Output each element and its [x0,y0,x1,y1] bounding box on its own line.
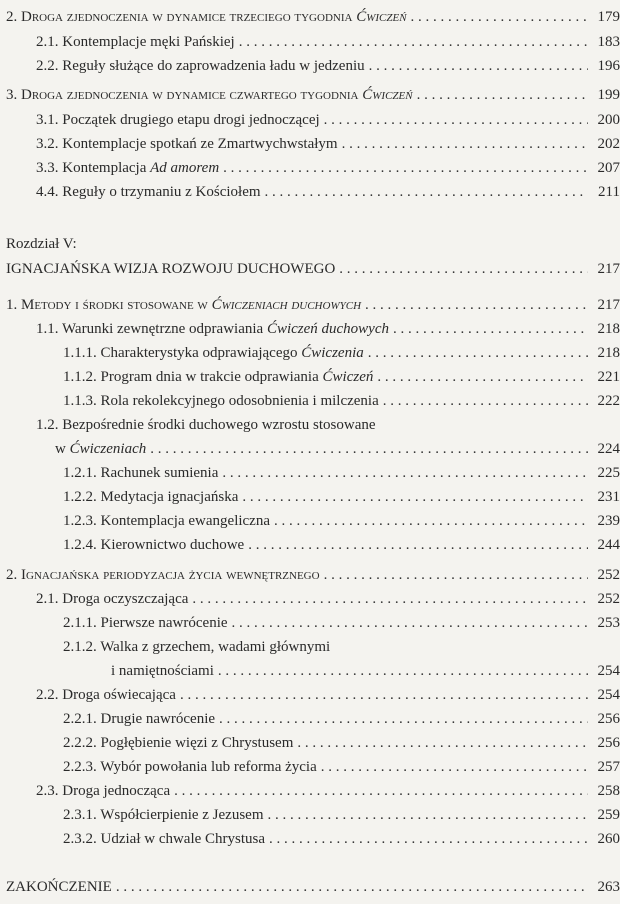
toc-page-number: 183 [597,34,620,50]
toc-entry [0,294,620,316]
toc-entry-title: 1.1.2. Program dnia w trakcie odprawiania Ćwiczeń [63,369,374,385]
toc-entry [0,55,620,77]
toc-page-number: 211 [598,184,620,200]
toc-entry [0,318,620,340]
toc-page-number: 218 [597,321,620,337]
toc-entry-title: 2.2.1. Drugie nawrócenie [63,711,216,727]
toc-entry [0,612,620,634]
toc-entry-title: 2.1. Kontemplacje męki Pańskiej [36,34,235,50]
toc-page-number: 252 [597,567,620,583]
toc-entry-title: 1.2.4. Kierownictwo duchowe [63,537,245,553]
toc-entry-title: ZAKOŃCZENIE [6,879,112,895]
toc-entry-title: 1.1.3. Rola rekolekcyjnego odosobnienia i milczenia [63,393,379,409]
toc-page-number: 224 [597,441,620,457]
toc-entry-title: 1.2.1. Rachunek sumienia [63,465,219,481]
toc-entry-title: 2.3.1. Współcierpienie z Jezusem [63,807,264,823]
toc-entry-title: 2.1.1. Pierwsze nawrócenie [63,615,228,631]
dot-leader [248,534,588,556]
toc-entry [0,756,620,778]
toc-entry [0,157,620,179]
dot-leader [368,342,588,364]
dot-leader [377,366,588,388]
dot-leader [269,828,588,850]
toc-entry [0,588,620,610]
toc-entry [0,486,620,508]
toc-entry [0,342,620,364]
toc-entry [0,6,620,28]
dot-leader [369,55,588,77]
toc-entry-title: 2.3.2. Udział w chwale Chrystusa [63,831,266,847]
toc-page-number: 200 [597,112,620,128]
toc-page-number: 231 [597,489,620,505]
dot-leader [297,732,588,754]
toc-entry [0,366,620,388]
toc-entry-title: IGNACJAŃSKA WIZJA ROZWOJU DUCHOWEGO [6,261,336,277]
toc-entry-title: w Ćwiczeniach [55,441,147,457]
dot-leader [321,756,588,778]
dot-leader [339,258,588,280]
toc-entry [0,31,620,53]
dot-leader [274,510,588,532]
toc-entry [0,780,620,802]
toc-entry-title: 2.1. Droga oczyszczająca [36,591,189,607]
toc-page-number: 263 [597,879,620,895]
dot-leader [324,564,588,586]
toc-entry [0,564,620,586]
toc-page-number: 179 [597,9,620,25]
dot-leader [268,804,589,826]
dot-leader [223,157,588,179]
toc-page-number: 225 [597,465,620,481]
dot-leader [180,684,588,706]
toc-entry-title: 3.3. Kontemplacja Ad amorem [36,160,220,176]
toc-entry-title: 2.2.2. Pogłębienie więzi z Chrystusem [63,735,294,751]
toc-page-number: 239 [597,513,620,529]
toc-entry [0,828,620,850]
toc-page-number: 202 [597,136,620,152]
dot-leader [116,876,588,898]
toc-entry [0,181,620,203]
toc-page-number: 260 [597,831,620,847]
toc-entry [0,109,620,131]
dot-leader [393,318,588,340]
dot-leader [232,612,588,634]
toc-entry [0,876,620,898]
toc-entry-title: 1. Metody i środki stosowane w Ćwiczeniach duchowych [6,297,362,313]
toc-entry [0,660,620,682]
toc-entry-title: 4.4. Reguły o trzymaniu z Kościołem [36,184,261,200]
toc-entry-title: 2. Droga zjednoczenia w dynamice trzeciego tygodnia Ćwiczeń [6,9,407,25]
toc-entry-title: 2.2. Droga oświecająca [36,687,176,703]
chapter-label: Rozdział V: [6,236,77,252]
toc-entry [0,133,620,155]
toc-page-number: 256 [597,735,620,751]
toc-page-number: 259 [597,807,620,823]
toc-page-number: 254 [597,687,620,703]
toc-page-number: 207 [597,160,620,176]
toc-page-number: 252 [597,591,620,607]
dot-leader [365,294,588,316]
toc-entry-title: 3.1. Początek drugiego etapu drogi jednoczącej [36,112,320,128]
toc-entry [0,438,620,460]
toc-page-number: 254 [597,663,620,679]
toc-page-number: 217 [597,297,620,313]
toc-entry-title: 3. Droga zjednoczenia w dynamice czwartego tygodnia Ćwiczeń [6,87,413,103]
toc-entry [0,390,620,412]
toc-entry-title: 1.2.3. Kontemplacja ewangeliczna [63,513,270,529]
toc-page-number: 196 [597,58,620,74]
toc-entry-title: i namiętnościami [111,663,214,679]
toc-page-number: 199 [597,87,620,103]
dot-leader [219,708,588,730]
toc-entry-title: 2.3. Droga jednocząca [36,783,171,799]
dot-leader [342,133,588,155]
toc-entry-title: 2.2.3. Wybór powołania lub reforma życia [63,759,317,775]
toc-entry-title: 2.1.2. Walka z grzechem, wadami głównymi [63,639,331,655]
toc-page-number: 218 [597,345,620,361]
dot-leader [383,390,588,412]
toc-chapter-entry [0,258,620,280]
toc-entry-title: 3.2. Kontemplacje spotkań ze Zmartwychwstałym [36,136,338,152]
toc-entry-title: 2.2. Reguły służące do zaprowadzenia ładu w jedzeniu [36,58,365,74]
toc-entry-title: 1.1.1. Charakterystyka odprawiającego Ćwiczenia [63,345,364,361]
toc-page-number: 221 [597,369,620,385]
toc-entry-title: 1.1. Warunki zewnętrzne odprawiania Ćwiczeń duchowych [36,321,389,337]
toc-page-number: 217 [597,261,620,277]
toc-entry [0,732,620,754]
toc-entry [0,534,620,556]
toc-entry-title: 1.2.2. Medytacja ignacjańska [63,489,239,505]
dot-leader [192,588,588,610]
toc-page-number: 253 [597,615,620,631]
dot-leader [417,84,588,106]
toc-entry [0,708,620,730]
dot-leader [411,6,588,28]
toc-page-number: 257 [597,759,620,775]
toc-entry [0,510,620,532]
toc-entry [0,84,620,106]
toc-entry [0,684,620,706]
dot-leader [150,438,588,460]
toc-entry [0,462,620,484]
dot-leader [174,780,588,802]
dot-leader [242,486,588,508]
toc-page-number: 258 [597,783,620,799]
dot-leader [265,181,588,203]
toc-page-number: 222 [597,393,620,409]
dot-leader [239,31,588,53]
toc-page-number: 244 [597,537,620,553]
toc-entry-title: 2. Ignacjańska periodyzacja życia wewnętrznego [6,567,320,583]
toc-page-number: 256 [597,711,620,727]
dot-leader [324,109,588,131]
toc-entry [0,804,620,826]
dot-leader [222,462,588,484]
toc-entry-title: 1.2. Bezpośrednie środki duchowego wzrostu stosowane [36,417,376,433]
dot-leader [218,660,588,682]
